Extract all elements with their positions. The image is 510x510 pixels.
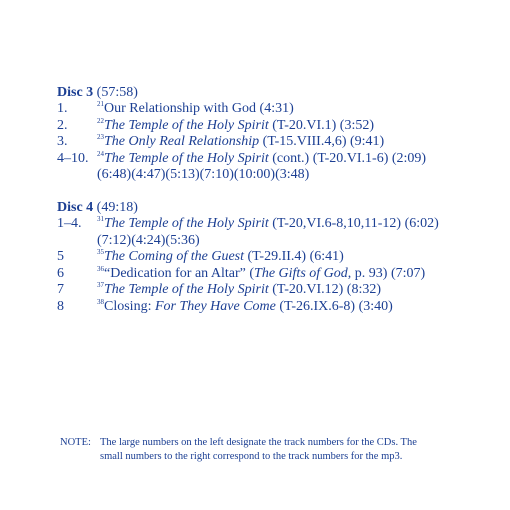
track-description — [57, 118, 497, 135]
track-sub-times: (7:12)(4:24)(5:36) — [97, 232, 200, 248]
disc-3-duration: (57:58) — [96, 85, 138, 100]
mp3-track-number: 23 — [97, 133, 104, 142]
note-line-1: The large numbers on the left designate the track numbers for the CDs. The — [100, 437, 417, 448]
mp3-track-number: 38 — [97, 297, 104, 306]
cd-track-number: 1. — [57, 101, 68, 116]
cd-track-number: 1–4. — [57, 216, 82, 231]
track-reference-time: (T-20.VI.12) (8:32) — [268, 282, 382, 298]
track-title-italic: The Gifts of God — [254, 265, 348, 281]
cd-track-number: 2. — [57, 117, 68, 133]
track-title-lead: “Dedication for an Altar” ( — [104, 265, 255, 281]
disc-4-track-list — [57, 216, 497, 316]
track-title-italic: The Temple of the Holy Spirit — [104, 117, 269, 133]
mp3-track-number: 21 — [97, 100, 104, 108]
track-sub-times: (6:48)(4:47)(5:13)(7:10)(10:00)(3:48) — [97, 167, 310, 183]
track-row — [57, 266, 497, 283]
track-reference-time: (cont.) (T-20.VI.1-6) (2:09) — [268, 150, 427, 166]
track-row — [57, 282, 497, 299]
disc-4-title: Disc 4 — [57, 200, 94, 215]
track-reference-time: (T-29.II.4) (6:41) — [244, 249, 344, 265]
track-reference-time: (T-15.VIII.4,6) (9:41) — [259, 134, 385, 150]
track-row — [57, 249, 497, 266]
track-title-italic: The Only Real Relationship — [104, 134, 260, 150]
track-reference-time: (T-20,VI.6-8,10,11-12) (6:02) — [268, 216, 439, 231]
mp3-track-number: 35 — [97, 248, 104, 257]
disc-3-track-list — [57, 101, 497, 184]
track-description — [57, 299, 497, 316]
track-row — [57, 118, 497, 135]
cd-track-number: 6 — [57, 265, 64, 281]
mp3-track-number: 36 — [97, 264, 104, 273]
track-title-lead: Closing: — [104, 298, 155, 314]
track-reference-time: , p. 93) (7:07) — [347, 265, 426, 281]
track-description — [57, 151, 497, 184]
track-title-italic: The Temple of the Holy Spirit — [104, 282, 269, 298]
track-row — [57, 299, 497, 316]
track-row — [57, 134, 497, 151]
disc-4-heading — [57, 199, 497, 216]
disc-3-title: Disc 3 — [57, 85, 94, 100]
cd-track-number: 3. — [57, 134, 68, 150]
cd-track-number: 7 — [57, 282, 64, 298]
track-description — [57, 266, 497, 283]
disc-4-duration: (49:18) — [96, 200, 138, 215]
disc-4-section — [57, 199, 497, 316]
mp3-track-number: 37 — [97, 281, 104, 290]
track-row — [57, 151, 497, 184]
track-title-italic: The Temple of the Holy Spirit — [104, 216, 269, 231]
mp3-track-number: 22 — [97, 116, 104, 125]
track-row — [57, 216, 497, 249]
mp3-track-number: 31 — [97, 215, 104, 223]
mp3-track-number: 24 — [97, 149, 104, 158]
note-block — [60, 436, 480, 464]
track-description — [57, 249, 497, 266]
track-title-lead: Our Relationship with God — [104, 101, 257, 116]
disc-3-section — [57, 84, 497, 184]
track-description — [57, 101, 497, 118]
track-title-italic: The Coming of the Guest — [104, 249, 244, 265]
track-title-italic: For They Have Come — [154, 298, 276, 314]
cd-track-number: 8 — [57, 298, 64, 314]
cd-track-number: 4–10. — [57, 150, 89, 166]
track-description — [57, 282, 497, 299]
note-line-2: small numbers to the right correspond to the track numbers for the mp3. — [100, 451, 403, 462]
track-row — [57, 101, 497, 118]
cd-track-number: 5 — [57, 249, 64, 265]
track-description — [57, 216, 497, 249]
track-description — [57, 134, 497, 151]
disc-3-heading — [57, 84, 497, 101]
note-label: NOTE: — [60, 437, 91, 448]
track-title-italic: The Temple of the Holy Spirit — [104, 150, 269, 166]
track-reference-time: (T-20.VI.1) (3:52) — [268, 117, 375, 133]
track-reference-time: (T-26.IX.6-8) (3:40) — [275, 298, 393, 314]
track-reference-time: (4:31) — [256, 101, 294, 116]
